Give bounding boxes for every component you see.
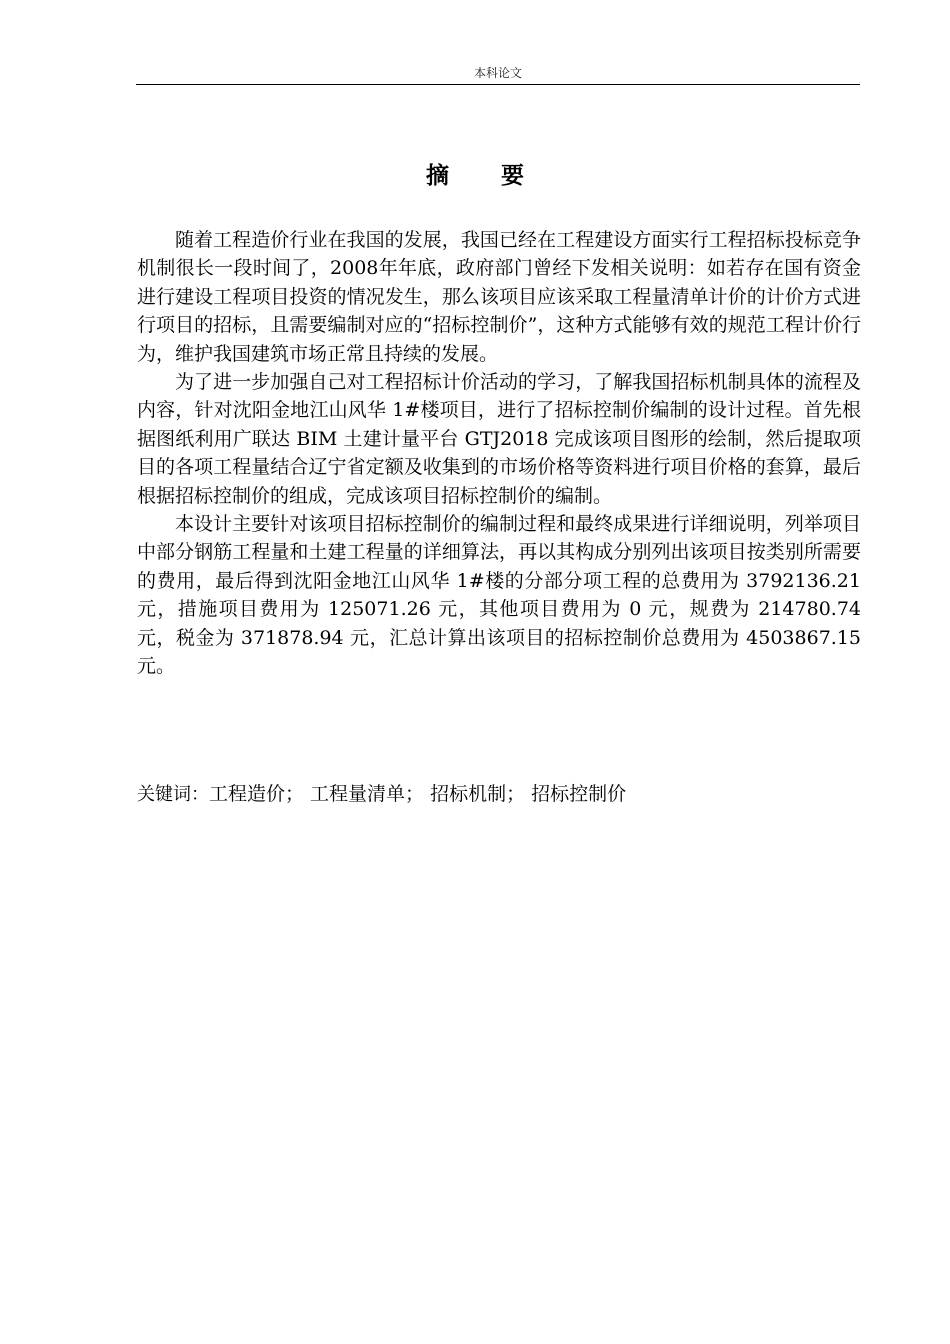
keywords-line bbox=[137, 780, 861, 809]
abstract-body bbox=[137, 226, 861, 681]
keywords-text: 工程造价； 工程量清单； 招标机制； 招标控制价 bbox=[209, 783, 627, 805]
abstract-title: 摘 要 bbox=[425, 163, 546, 189]
running-title: 本科论文 bbox=[473, 66, 522, 80]
paragraph-2: 为了进一步加强自己对工程招标计价活动的学习，了解我国招标机制具体的流程及内容，针对沈阳金地江山风华 1#楼项目，进行了招标控制价编制的设计过程。首先根据图纸利用广联达 BIM 土建计量平台 GTJ2018 完成该项目图形的绘制，然后提取项目的各项工程量结合辽宁省定额及收集到的市场价格等资料进行项目价格的套算，最后根据招标控制价的组成，完成该项目招标控制价的编制。 bbox=[137, 371, 861, 507]
keywords-label: 关键词： bbox=[137, 784, 209, 805]
page-header bbox=[136, 66, 860, 85]
paragraph-1: 随着工程造价行业在我国的发展，我国已经在工程建设方面实行工程招标投标竞争机制很长一段时间了，2008年年底，政府部门曾经下发相关说明：如若存在国有资金进行建设工程项目投资的情况发生，那么该项目应该采取工程量清单计价的计价方式进行项目的招标，且需要编制对应的“招标控制价”，这种方式能够有效的规范工程计价行为，维护我国建筑市场正常且持续的发展。 bbox=[137, 229, 861, 365]
paragraph-3: 本设计主要针对该项目招标控制价的编制过程和最终成果进行详细说明，列举项目中部分钢筋工程量和土建工程量的详细算法，再以其构成分别列出该项目按类别所需要的费用，最后得到沈阳金地江山风华 1#楼的分部分项工程的总费用为 3792136.21 元，措施项目费用为 125071.26 元，其他项目费用为 0 元，规费为 214780.74 元，税金为 371878.94 元，汇总计算出该项目的招标控制价总费用为 4503867.15 元。 bbox=[137, 513, 861, 678]
